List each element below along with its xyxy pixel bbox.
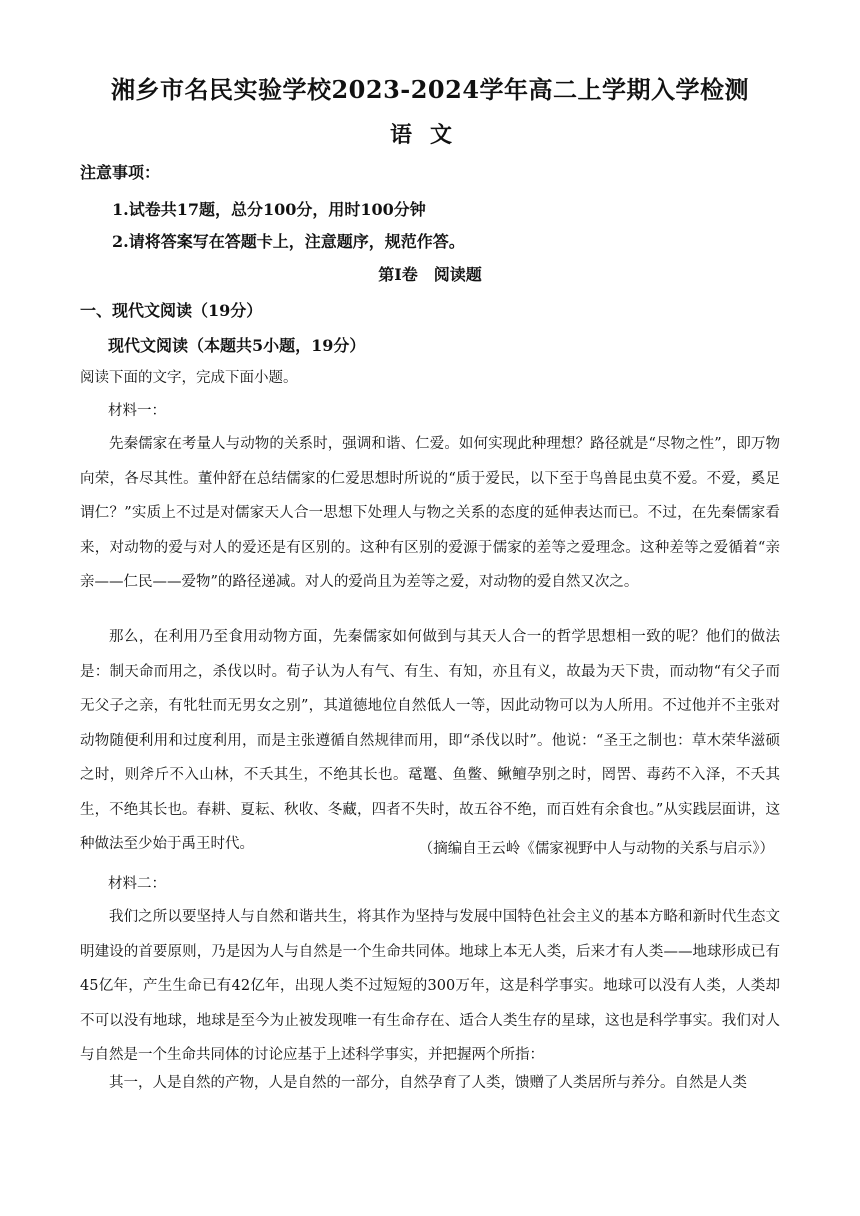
material-two-paragraph: 我们之所以要坚持人与自然和谐共生，将其作为坚持与发展中国特色社会主义的基本方略和新时代生态文明建设的首要原则，乃是因为人与自然是一个生命共同体。地球上本无人类，后来才有人类——地球形成已有45亿年，产生生命已有42亿年，出现人类不过短短的300万年，这是科学事实。地球可以没有人类，人类却不可以没有地球，地球是至今为止被发现唯一有生命存在、适合人类生存的星球，这也是科学事实。我们对人与自然是一个生命共同体的讨论应基于上述科学事实，并把握两个所指： (80, 909, 780, 1063)
notes-heading: 注意事项： (80, 163, 161, 182)
part-heading: 一、现代文阅读（19分） (80, 301, 263, 320)
material-one-paragraph: 先秦儒家在考量人与动物的关系时，强调和谐、仁爱。如何实现此种理想？路径就是“尽物之性”，即万物向荣，各尽其性。董仲舒在总结儒家的仁爱思想时所说的“质于爱民，以下至于鸟兽昆虫莫不爱。不爱，奚足谓仁？”实质上不过是对儒家天人合一思想下处理人与物之关系的态度的延伸表达而已。不过，在先秦儒家看来，对动物的爱与对人的爱还是有区别的。这种有区别的爱源于儒家的差等之爱理念。这种差等之爱循着“亲亲——仁民——爱物”的路径递减。对人的爱尚且为差等之爱，对动物的爱自然又次之。 (80, 436, 780, 590)
note-item: 2.请将答案写在答题卡上，注意题序，规范作答。 (112, 232, 465, 251)
material-one-paragraph: 那么，在利用乃至食用动物方面，先秦儒家如何做到与其天人合一的哲学思想相一致的呢？他们的做法是：制天命而用之，杀伐以时。荀子认为人有气、有生、有知，亦且有义，故最为天下贵，而动物“有父子而无父子之亲，有牝牡而无男女之别”，其道德地位自然低人一等，因此动物可以为人所用。不过他并不主张对动物随便利用和过度利用，而是主张遵循自然规律而用，即“杀伐以时”。他说：“圣王之制也：草木荣华滋硕之时，则斧斤不入山林，不夭其生，不绝其长也。鼋鼍、鱼鳖、鳅鳣孕别之时，罔罟、毒药不入泽，不夭其生，不绝其长也。春耕、夏耘、秋收、冬藏，四者不失时，故五谷不绝，而百姓有余食也。”从实践层面讲，这种做法至少始于禹王时代。 (80, 629, 780, 852)
subject-title: 语文 (389, 122, 470, 148)
material-one-label: 材料一： (108, 403, 166, 419)
source-citation: （摘编自王云岭《儒家视野中人与动物的关系与启示》） (418, 841, 774, 857)
exam-title: 湘乡市名民实验学校2023-2024学年高二上学期入学检测 (110, 75, 750, 104)
reading-instruction: 阅读下面的文字，完成下面小题。 (80, 370, 298, 386)
note-item: 1.试卷共17题，总分100分，用时100分钟 (112, 200, 426, 219)
material-two-label: 材料二： (108, 876, 166, 892)
material-two-paragraph: 其一，人是自然的产物，人是自然的一部分，自然孕育了人类，馈赠了人类居所与养分。自然是人类 (109, 1075, 747, 1091)
section-title: 第Ⅰ卷 阅读题 (378, 265, 482, 284)
sub-heading: 现代文阅读（本题共5小题，19分） (108, 336, 366, 355)
